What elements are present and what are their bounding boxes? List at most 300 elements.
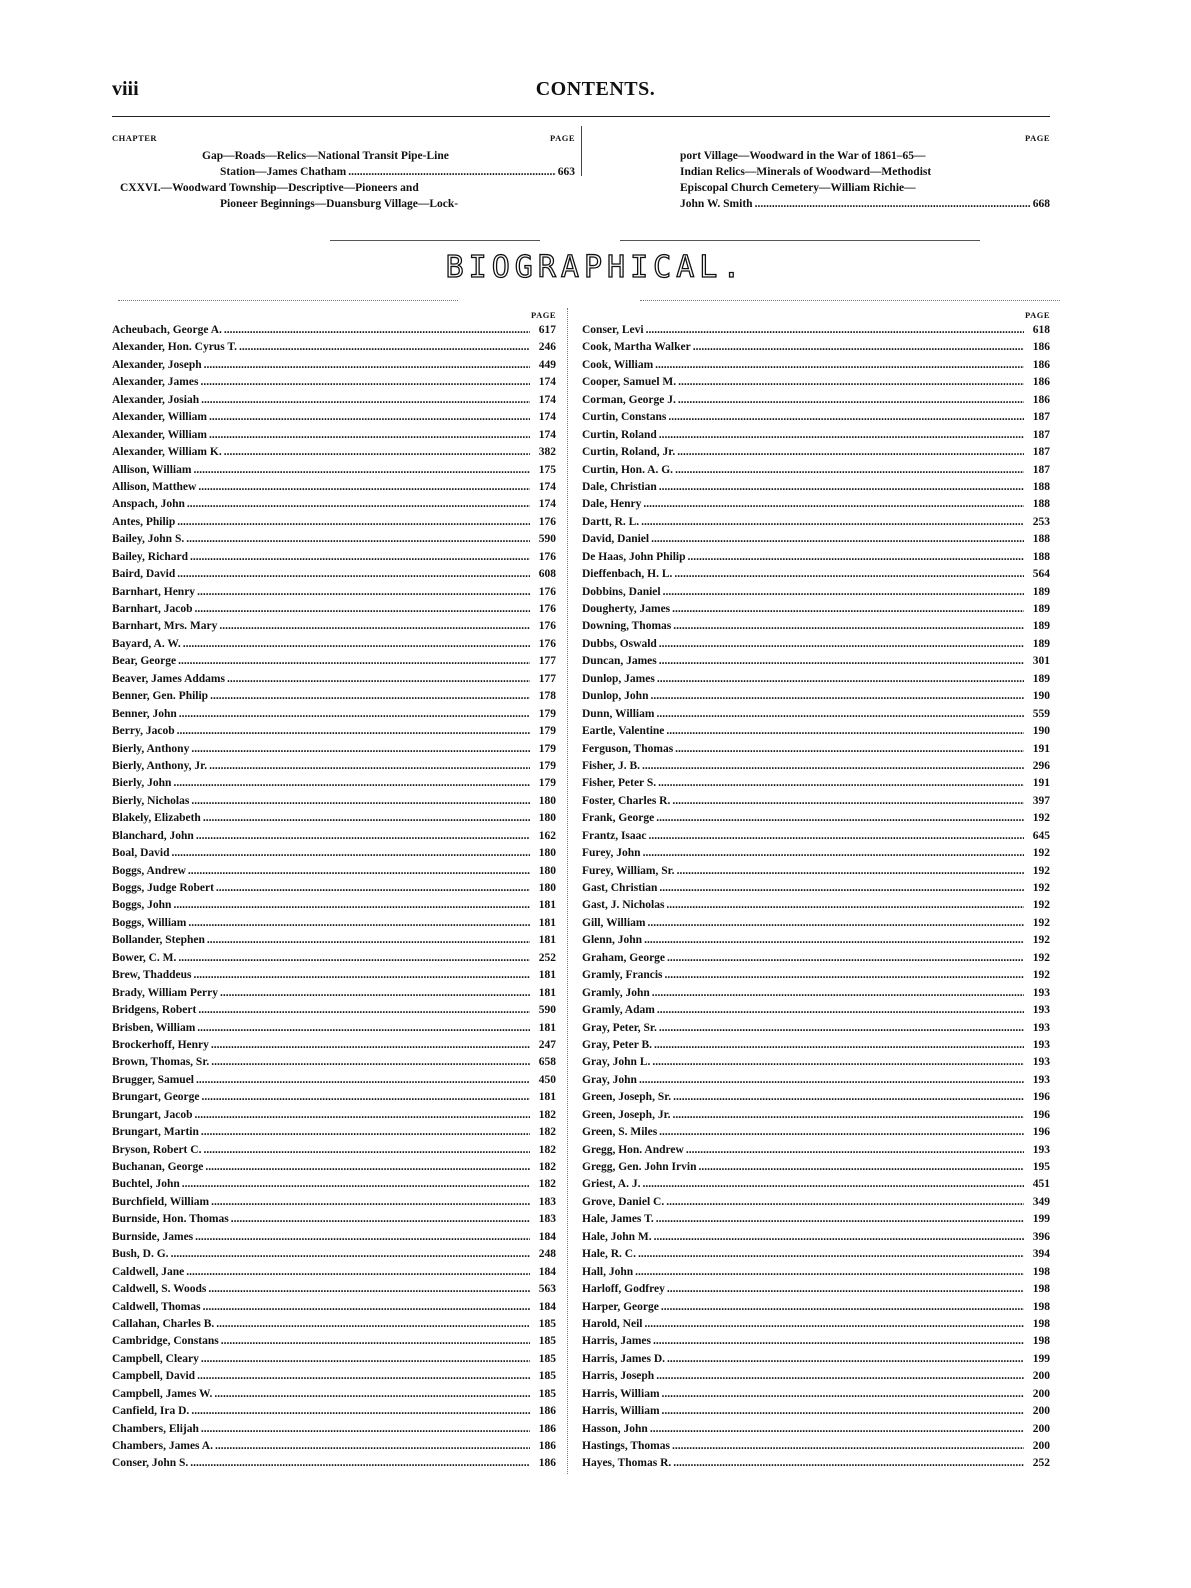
entry-name: De Haas, John Philip [582,550,686,563]
leader-dots [657,1002,1024,1019]
entry-page: 193 [1032,1021,1050,1034]
leader-dots [673,1455,1024,1472]
index-entry [112,653,556,670]
chapter-column-right [588,130,1050,212]
index-entry [582,1299,1050,1316]
entry-page: 187 [1032,463,1050,476]
entry-page: 192 [1032,812,1050,825]
index-entry [582,1142,1050,1159]
entry-page: 247 [538,1038,556,1051]
leader-dots [198,479,530,496]
leader-dots [177,723,530,740]
leader-dots [698,1159,1024,1176]
entry-name: Curtin, Hon. A. G. [582,463,674,476]
entry-page: 252 [538,951,556,964]
entry-name: Barnhart, Mrs. Mary [112,620,218,633]
leader-dots [662,1386,1024,1403]
entry-name: Dougherty, James [582,603,671,615]
entry-name: Dunn, William [582,707,655,720]
chapter-column-divider [581,126,582,176]
index-entry [112,1264,556,1281]
entry-name: Burnside, Hon. Thomas [112,1213,229,1226]
entry-name: Green, Joseph, Sr. [582,1091,672,1104]
index-entry [112,828,556,845]
entry-name: Cooper, Samuel M. [582,376,677,389]
leader-dots [202,1089,530,1106]
leader-dots [659,427,1024,444]
entry-page: 590 [538,533,556,546]
entry-name: Blanchard, John [112,829,194,842]
entry-name: Berry, Jacob [112,725,175,738]
chapter-line-text: Station—James Chatham [220,166,347,178]
entry-page: 174 [538,480,556,493]
entry-name: Alexander, James [112,376,199,389]
entry-name: Gregg, Hon. Andrew [582,1143,684,1156]
chapter-column-header [112,130,575,146]
entry-name: Frank, George [582,812,655,825]
entry-page: 175 [538,463,556,476]
index-entry [582,758,1050,775]
entry-page: 174 [538,376,556,389]
index-entry [112,950,556,967]
leader-dots [210,688,530,705]
index-entry [582,1438,1050,1455]
index-entry [112,758,556,775]
leader-dots [187,496,530,513]
leader-dots [209,758,530,775]
index-entry [582,1107,1050,1124]
entry-page: 196 [1032,1091,1050,1104]
index-entry [112,1351,556,1368]
entry-name: Conser, Levi [582,324,644,336]
entry-name: Bear, George [112,655,177,668]
index-entry [582,828,1050,845]
page-label: PAGE [550,133,575,143]
leader-dots [216,880,530,897]
leader-dots [686,1142,1024,1159]
section-rule [620,240,980,241]
entry-name: Boggs, Andrew [112,864,186,877]
entry-name: Dobbins, Daniel [582,585,661,598]
leader-dots [678,374,1024,391]
entry-name: Gray, Peter B. [582,1038,653,1051]
index-entry [582,985,1050,1002]
entry-page: 192 [1032,951,1050,964]
leader-dots [178,950,530,967]
index-entry [582,880,1050,897]
leader-dots [188,863,530,880]
leader-dots [659,653,1024,670]
index-entry [582,1176,1050,1193]
section-rule [330,240,540,241]
leader-dots [239,339,530,356]
leader-dots [179,706,530,723]
index-entry [112,1002,556,1019]
entry-page: 190 [1032,725,1050,738]
index-entry [582,584,1050,601]
leader-dots [200,374,530,391]
leader-dots [211,1037,530,1054]
entry-page: 186 [538,1422,556,1435]
entry-page: 189 [1032,620,1050,633]
leader-dots [211,1194,530,1211]
leader-dots [659,1124,1024,1141]
entry-page: 193 [1032,1004,1050,1017]
leader-dots [667,950,1024,967]
header-rule [112,116,1050,117]
entry-page: 198 [1032,1335,1050,1348]
index-column-left [112,308,556,1473]
leader-dots [659,479,1024,496]
leader-dots [197,1368,530,1385]
entry-page: 181 [538,1021,556,1034]
index-entry [582,392,1050,409]
entry-name: Anspach, John [112,498,185,511]
entry-name: Gast, Christian [582,882,658,894]
entry-name: Alexander, Joseph [112,358,202,371]
index-entry [582,1089,1050,1106]
entry-page: 382 [538,446,556,459]
leader-dots [173,897,530,914]
entry-page: 188 [1032,550,1050,563]
chapter-label: CHAPTER [112,133,158,143]
entry-name: Benner, Gen. Philip [112,690,209,703]
entry-page: 188 [1032,498,1050,511]
entry-page: 617 [538,324,556,336]
chapter-line: CXXVI.—Woodward Township—Descriptive—Pioneers and [120,182,419,194]
leader-dots [652,985,1024,1002]
index-entry [582,967,1050,984]
entry-page: 253 [1032,515,1050,528]
leader-dots [203,810,530,827]
entry-name: Caldwell, S. Woods [112,1283,207,1296]
entry-name: Curtin, Roland [582,428,657,441]
index-list-right [582,322,1050,1473]
leader-dots [201,392,530,409]
index-entry [582,1455,1050,1472]
entry-page: 658 [538,1056,556,1069]
leader-dots [755,196,1031,212]
leader-dots [204,357,530,374]
index-entry [582,1020,1050,1037]
entry-page: 185 [538,1352,556,1365]
index-entry [112,1386,556,1403]
entry-name: Ferguson, Thomas [582,742,674,755]
entry-name: Curtin, Constans [582,411,667,424]
chapter-column-header [588,130,1050,146]
leader-dots [198,1002,530,1019]
index-entry [582,339,1050,356]
index-entry [112,531,556,548]
entry-name: Canfield, Ira D. [112,1405,190,1418]
entry-name: Gregg, Gen. John Irvin [582,1161,697,1173]
entry-name: Campbell, David [112,1370,196,1383]
entry-name: Alexander, William [112,411,207,424]
entry-name: Dubbs, Oswald [582,637,657,650]
index-entry [112,566,556,583]
entry-page: 184 [538,1265,556,1278]
leader-dots [224,322,530,339]
entry-name: Antes, Philip [112,515,176,528]
leader-dots [186,1264,530,1281]
entry-page: 182 [538,1143,556,1156]
entry-name: Cook, William [582,358,654,371]
index-entry [112,1176,556,1193]
entry-page: 451 [1032,1178,1050,1191]
leader-dots [665,967,1025,984]
entry-name: Hale, James T. [582,1213,654,1226]
entry-page: 185 [538,1370,556,1383]
leader-dots [188,915,530,932]
index-entry [582,1333,1050,1350]
entry-page: 185 [538,1387,556,1400]
leader-dots [666,897,1024,914]
leader-dots [171,1246,530,1263]
entry-name: Harris, James [582,1335,651,1348]
entry-name: Griest, A. J. [582,1178,641,1191]
entry-name: Beaver, James Addams [112,672,225,685]
index-entry [112,1194,556,1211]
index-entry [112,636,556,653]
leader-dots [639,1072,1024,1089]
index-entry [112,1455,556,1472]
index-entry [112,444,556,461]
entry-page: 449 [538,358,556,371]
entry-name: Cook, Martha Walker [582,341,691,354]
leader-dots [656,1211,1024,1228]
entry-name: Caldwell, Thomas [112,1300,201,1313]
entry-page: 188 [1032,480,1050,493]
entry-name: Hale, John M. [582,1230,652,1243]
chapter-page: 668 [1032,198,1050,210]
entry-page: 176 [538,550,556,563]
index-entry [582,1037,1050,1054]
leader-dots [662,1403,1024,1420]
index-entry [582,444,1050,461]
leader-dots [666,723,1024,740]
entry-name: Dale, Christian [582,480,657,493]
entry-page: 349 [1032,1195,1050,1208]
index-entry [582,1229,1050,1246]
entry-name: Bollander, Stephen [112,934,205,947]
leader-dots [663,584,1024,601]
leader-dots [666,1194,1024,1211]
index-entry [112,897,556,914]
entry-page: 196 [1032,1126,1050,1139]
chapter-line: Pioneer Beginnings—Duansburg Village—Lock- [220,198,459,210]
index-entry [582,723,1050,740]
index-column-right [582,308,1050,1473]
leader-dots [659,1020,1024,1037]
entry-page: 162 [538,829,556,842]
leader-dots [216,1316,530,1333]
index-entry [582,1421,1050,1438]
entry-name: Burchfield, William [112,1195,210,1208]
leader-dots [644,932,1024,949]
entry-name: Allison, Matthew [112,480,197,493]
section-title: BIOGRAPHICAL. [445,250,746,285]
entry-name: Bailey, Richard [112,550,189,563]
entry-name: Fisher, Peter S. [582,777,657,790]
entry-name: Buchtel, John [112,1178,180,1191]
leader-dots [678,392,1024,409]
leader-dots [656,706,1024,723]
entry-page: 176 [538,585,556,598]
entry-name: Curtin, Roland, Jr. [582,446,676,459]
chapter-line: port Village—Woodward in the War of 1861–65— [680,150,926,162]
leader-dots [196,1072,530,1089]
index-entry [112,793,556,810]
leader-dots [195,1229,530,1246]
leader-dots [197,1020,530,1037]
leader-dots [659,636,1024,653]
entry-page: 177 [538,672,556,685]
entry-name: Cambridge, Constans [112,1335,219,1348]
entry-page: 187 [1032,446,1050,459]
entry-page: 174 [538,498,556,511]
leader-dots [182,1176,530,1193]
entry-page: 563 [538,1283,556,1296]
leader-dots [693,339,1024,356]
entry-name: Frantz, Isaac [582,829,647,842]
entry-name: Dartt, R. L. [582,515,640,528]
entry-page: 195 [1032,1161,1050,1173]
index-entry [112,1072,556,1089]
page-column-label: PAGE [1025,310,1050,320]
leader-dots [659,880,1024,897]
index-entry [582,566,1050,583]
index-entry [582,897,1050,914]
entry-page: 618 [1032,324,1050,336]
leader-dots [231,1211,530,1228]
index-entry [582,706,1050,723]
leader-dots [191,741,530,758]
index-entry [582,845,1050,862]
chapter-line: Episcopal Church Cemetery—William Richie— [680,182,916,194]
index-entry [582,1002,1050,1019]
index-entry [112,1107,556,1124]
index-entry [582,374,1050,391]
index-entry [112,618,556,635]
leader-dots [193,462,530,479]
index-entry [582,863,1050,880]
leader-dots [191,793,530,810]
column-divider [567,308,568,1474]
index-entry [112,549,556,566]
leader-dots [638,1246,1024,1263]
leader-dots [211,1054,530,1071]
index-entry [112,601,556,618]
entry-page: 176 [538,637,556,650]
entry-page: 180 [538,794,556,807]
entry-name: Alexander, Josiah [112,393,200,406]
index-entry [582,1194,1050,1211]
index-entry [582,950,1050,967]
leader-dots [193,967,530,984]
entry-name: Boal, David [112,847,170,860]
page-column-label: PAGE [531,310,556,320]
entry-page: 192 [1032,882,1050,894]
index-entry [112,339,556,356]
index-entry [582,1072,1050,1089]
entry-page: 200 [1032,1440,1050,1452]
entry-page: 189 [1032,637,1050,650]
leader-dots [677,444,1024,461]
entry-page: 174 [538,393,556,406]
entry-page: 590 [538,1004,556,1017]
index-entry [112,392,556,409]
index-entry [582,1159,1050,1176]
entry-page: 176 [538,620,556,633]
entry-name: Gray, Peter, Sr. [582,1021,657,1034]
leader-dots [667,1351,1024,1368]
leader-dots [221,1333,530,1350]
entry-page: 179 [538,759,556,772]
entry-name: Bridgens, Robert [112,1004,197,1017]
entry-page: 559 [1032,707,1050,720]
index-entry [582,1264,1050,1281]
entry-page: 397 [1032,794,1050,807]
leader-dots [224,444,530,461]
chapter-line: Gap—Roads—Relics—National Transit Pipe-Line [202,150,449,162]
leader-dots [215,1438,530,1455]
index-entry [582,1211,1050,1228]
leader-dots [643,496,1024,513]
index-entry [582,653,1050,670]
index-entry [582,793,1050,810]
index-entry [112,1089,556,1106]
entry-name: Dieffenbach, H. L. [582,568,673,581]
chapter-line-text: John W. Smith [680,198,753,210]
entry-name: Blakely, Elizabeth [112,812,201,825]
entry-name: Duncan, James [582,655,657,668]
index-entry [112,357,556,374]
leader-dots [641,514,1024,531]
leader-dots [205,1159,530,1176]
leader-dots [203,1299,530,1316]
leader-dots [196,828,530,845]
leader-dots [186,531,530,548]
leader-dots [674,566,1024,583]
entry-page: 186 [1032,376,1050,389]
leader-dots [642,1176,1024,1193]
section-rule [118,300,458,301]
leader-dots [201,1351,530,1368]
entry-name: Brown, Thomas, Sr. [112,1056,210,1069]
index-entry [112,671,556,688]
leader-dots [673,618,1024,635]
leader-dots [657,671,1024,688]
index-entry [112,1229,556,1246]
index-entry [112,409,556,426]
index-entry [112,584,556,601]
leader-dots [688,549,1024,566]
index-entry [112,967,556,984]
entry-page: 301 [1032,655,1050,668]
index-entry [582,496,1050,513]
index-entry [112,741,556,758]
entry-name: Dunlop, James [582,672,655,685]
index-entry [112,374,556,391]
entry-name: Harloff, Godfrey [582,1283,665,1296]
entry-page: 177 [538,655,556,668]
leader-dots [658,775,1024,792]
entry-page: 198 [1032,1283,1050,1296]
leader-dots [173,775,530,792]
entry-name: Brungart, George [112,1091,200,1104]
entry-page: 183 [538,1213,556,1226]
index-entry [582,549,1050,566]
